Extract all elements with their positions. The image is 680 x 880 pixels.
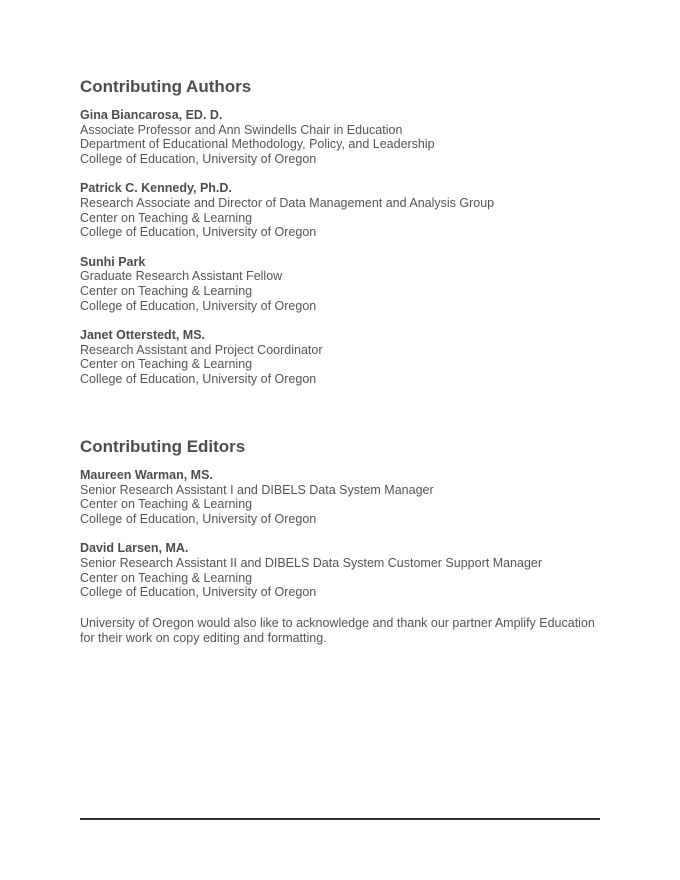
author-department: Center on Teaching & Learning: [80, 210, 253, 225]
author-entry: [80, 328, 620, 387]
editor-name: David Larsen, MA.: [80, 541, 189, 556]
author-department: Department of Educational Methodology, Policy, and Leadership: [80, 137, 435, 152]
author-name: Gina Biancarosa, ED. D.: [80, 108, 223, 122]
editor-entry: [80, 468, 620, 527]
acknowledgement-paragraph: University of Oregon would also like to acknowledge and thank our partner Amplify Education for their work on copy editing and formatting.: [80, 616, 595, 645]
editor-institution: College of Education, University of Oregon: [80, 585, 317, 600]
contributing-editors-heading: Contributing Editors: [80, 437, 246, 456]
editors-list: [80, 468, 620, 615]
editor-entry: [80, 541, 620, 600]
author-title: Graduate Research Assistant Fellow: [80, 269, 283, 284]
footer-divider: [80, 818, 600, 820]
editor-title: Senior Research Assistant II and DIBELS Data System Customer Support Manager: [80, 556, 543, 571]
author-entry: [80, 108, 620, 167]
author-department: Center on Teaching & Learning: [80, 357, 253, 372]
authors-list: [80, 108, 620, 401]
editor-institution: College of Education, University of Oregon: [80, 512, 317, 527]
author-institution: College of Education, University of Oregon: [80, 298, 317, 313]
author-institution: College of Education, University of Oregon: [80, 152, 317, 167]
contributing-authors-heading: Contributing Authors: [80, 77, 252, 96]
editor-title: Senior Research Assistant I and DIBELS Data System Manager: [80, 482, 434, 497]
author-name: Sunhi Park: [80, 254, 146, 269]
author-name: Patrick C. Kennedy, Ph.D.: [80, 181, 232, 196]
author-institution: College of Education, University of Oregon: [80, 225, 317, 240]
author-entry: [80, 255, 620, 314]
author-title: Associate Professor and Ann Swindells Chair in Education: [80, 122, 403, 137]
author-entry: [80, 181, 620, 240]
author-department: Center on Teaching & Learning: [80, 284, 253, 299]
author-institution: College of Education, University of Oregon: [80, 372, 317, 387]
editor-department: Center on Teaching & Learning: [80, 497, 253, 512]
editor-department: Center on Teaching & Learning: [80, 570, 253, 585]
author-title: Research Assistant and Project Coordinator: [80, 342, 323, 357]
author-name: Janet Otterstedt, MS.: [80, 327, 206, 342]
author-title: Research Associate and Director of Data Management and Analysis Group: [80, 196, 495, 211]
editor-name: Maureen Warman, MS.: [80, 468, 213, 482]
